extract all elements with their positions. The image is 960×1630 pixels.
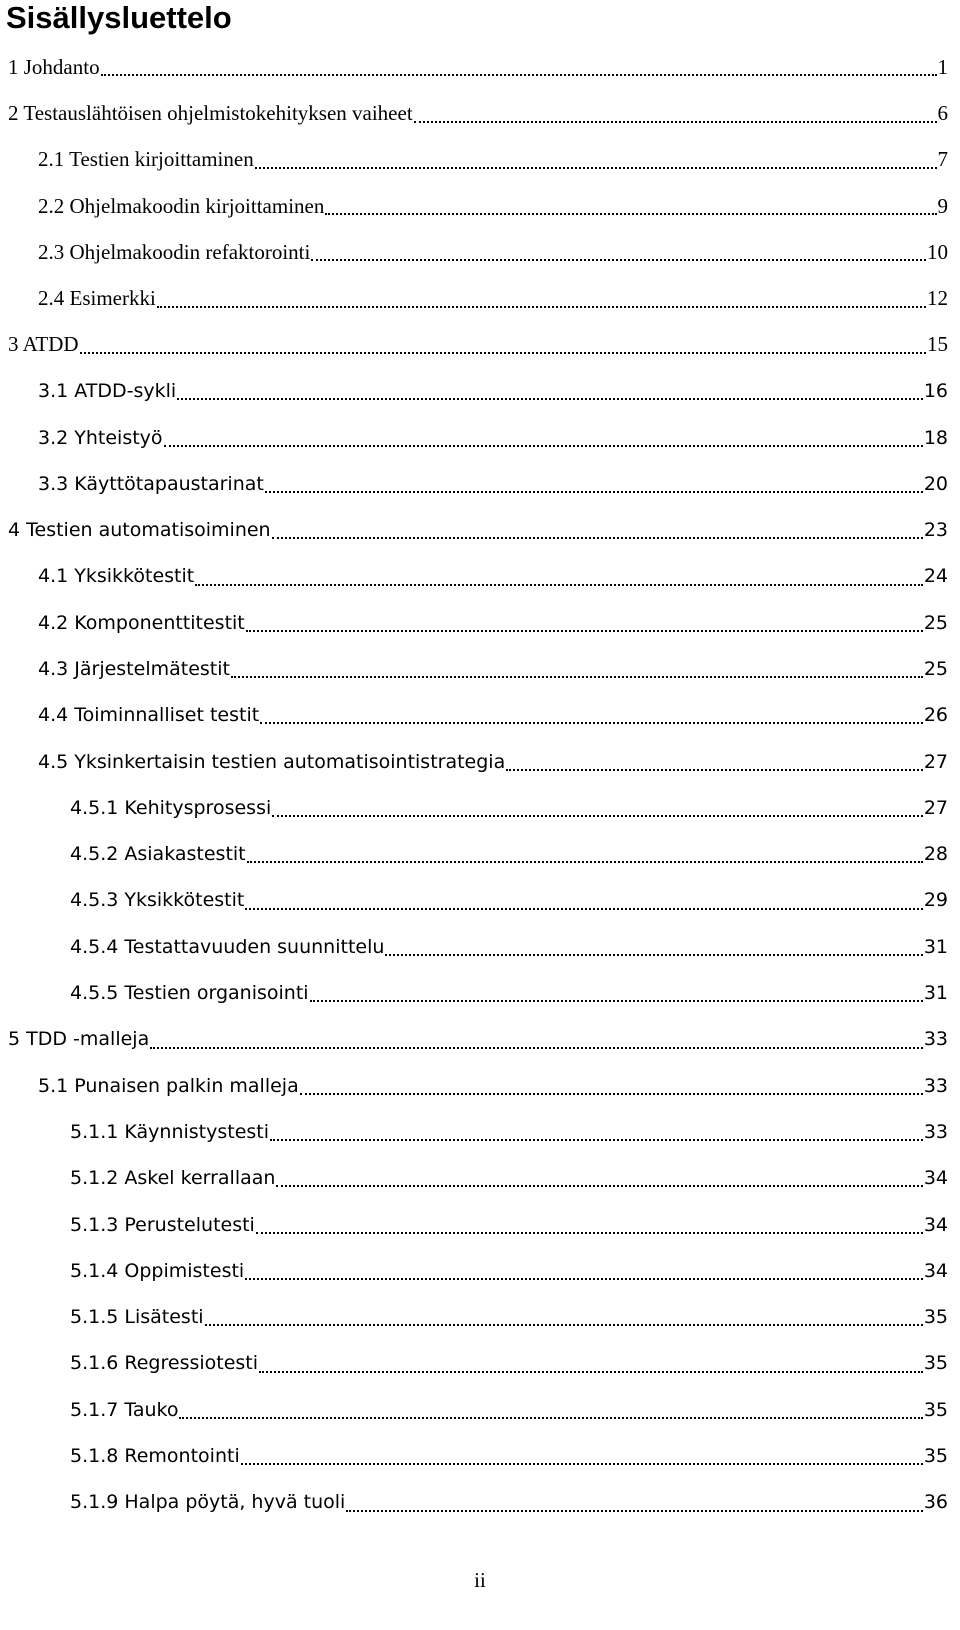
dot-leader [157,305,926,308]
toc-entry[interactable] [0,368,960,414]
toc-entry[interactable] [0,1155,960,1201]
dot-leader [205,1323,923,1326]
toc-entry-page: 10 [927,239,948,264]
toc-entry-page: 12 [927,286,948,311]
dot-leader [325,212,936,215]
dot-leader [245,907,922,910]
toc-entry[interactable] [0,1387,960,1433]
toc-entry-label: 4.5.3 Yksikkötestit [70,889,245,912]
toc-entry-page: 1 [937,54,948,79]
toc-entry[interactable] [0,738,960,784]
toc-entry-label: 4.5.5 Testien organisointi [70,982,309,1005]
toc-entry[interactable] [0,692,960,738]
dot-leader [241,1462,923,1465]
dot-leader [164,444,923,447]
dot-leader [247,860,923,863]
toc-entry-label: 2.4 Esimerkki [38,286,156,311]
dot-leader [260,721,923,724]
dot-leader [265,490,923,493]
toc-entry-label: 2.2 Ohjelmakoodin kirjoittaminen [38,193,325,218]
dot-leader [385,953,922,956]
toc-entry-page: 35 [923,1445,948,1468]
toc-entry[interactable] [0,1479,960,1525]
page-title: Sisällysluettelo [6,0,232,35]
toc-entry-label: 4.5.1 Kehitysprosessi [70,796,272,819]
dot-leader [272,814,923,817]
toc-entry[interactable] [0,275,960,321]
toc-entry-label: 4.5.4 Testattavuuden suunnittelu [70,935,385,958]
dot-leader [179,1416,922,1419]
toc-entry[interactable] [0,877,960,923]
toc-entry[interactable] [0,1433,960,1479]
toc-entry-page: 34 [923,1167,948,1190]
dot-leader [300,1092,923,1095]
toc-entry[interactable] [0,461,960,507]
toc-entry[interactable] [0,1340,960,1386]
page-number: ii [474,1568,486,1592]
dot-leader [195,583,923,586]
toc-entry[interactable] [0,1016,960,1062]
toc-entry[interactable] [0,137,960,183]
dot-leader [310,999,923,1002]
toc-entry-label: 5.1.6 Regressiotesti [70,1352,259,1375]
toc-entry-label: 5.1 Punaisen palkin malleja [38,1074,299,1097]
toc-entry-label: 5.1.4 Oppimistesti [70,1259,245,1282]
toc-entry-label: 4.3 Järjestelmätestit [38,658,230,680]
toc-entry-page: 28 [923,843,948,866]
toc-entry-label: 4 Testien automatisoiminen [8,519,271,542]
dot-leader [311,258,926,261]
dot-leader [270,1138,923,1141]
dot-leader [177,397,923,400]
toc-entry[interactable] [0,90,960,136]
toc-entry-page: 35 [923,1352,948,1375]
toc-entry-page: 7 [937,147,948,172]
toc-entry-page: 6 [937,100,948,125]
toc-entry[interactable] [0,229,960,275]
toc-entry-label: 5.1.9 Halpa pöytä, hyvä tuoli [70,1491,346,1514]
dot-leader [150,1046,923,1049]
dot-leader [101,73,937,76]
toc-entry[interactable] [0,44,960,90]
toc-entry-label: 5.1.3 Perustelutesti [70,1213,255,1236]
toc-entry-label: 4.5 Yksinkertaisin testien automatisointistrategia [38,750,506,773]
dot-leader [506,768,923,771]
toc-entry[interactable] [0,553,960,599]
toc-entry[interactable] [0,414,960,460]
toc-entry-page: 34 [923,1259,948,1282]
dot-leader [231,675,923,678]
dot-leader [346,1509,922,1512]
toc-entry[interactable] [0,924,960,970]
toc-entry-page: 23 [923,519,948,542]
toc-entry-page: 24 [923,565,948,588]
toc-entry-page: 29 [923,889,948,912]
toc-entry-label: 5.1.7 Tauko [70,1398,179,1421]
toc-entry-label: 5 TDD -malleja [8,1028,150,1051]
toc-entry-page: 33 [923,1028,948,1051]
dot-leader [246,629,923,632]
toc-entry-page: 18 [923,426,948,449]
toc-entry-label: 3 ATDD [8,332,79,357]
toc-entry-page: 31 [923,935,948,958]
dot-leader [414,120,937,123]
toc-entry-page: 27 [923,750,948,773]
toc-entry-label: 4.2 Komponenttitestit [38,611,245,634]
toc-entry-page: 15 [927,332,948,357]
toc-entry-label: 2.3 Ohjelmakoodin refaktorointi [38,239,311,264]
toc-entry-page: 20 [923,472,948,495]
toc-entry-page: 27 [923,796,948,819]
toc-entry-page: 31 [923,982,948,1005]
toc-entry-label: 5.1.2 Askel kerrallaan [70,1167,276,1190]
toc-entry-page: 35 [923,1398,948,1421]
toc-entry-label: 2 Testauslähtöisen ohjelmistokehityksen vaiheet [8,100,413,125]
toc-entry[interactable] [0,785,960,831]
toc-entry[interactable] [0,600,960,646]
toc-entry[interactable] [0,1201,960,1247]
toc-entry[interactable] [0,970,960,1016]
dot-leader [80,351,926,354]
toc-entry-page: 9 [937,193,948,218]
toc-entry[interactable] [0,646,960,692]
toc-entry-page: 25 [923,658,948,680]
toc-entry[interactable] [0,322,960,368]
toc-entry-label: 5.1.1 Käynnistystesti [70,1120,270,1143]
toc-entry-page: 36 [923,1491,948,1514]
dot-leader [276,1184,922,1187]
toc-entry[interactable] [0,831,960,877]
toc-entry[interactable] [0,1248,960,1294]
toc-entry-label: 3.2 Yhteistyö [38,426,163,449]
toc-entry-page: 33 [923,1120,948,1143]
toc-entry-label: 5.1.8 Remontointi [70,1445,240,1468]
toc-entry-label: 1 Johdanto [8,54,100,79]
toc-entry-page: 34 [923,1213,948,1236]
toc-entry-label: 3.3 Käyttötapaustarinat [38,472,264,495]
toc-entry-page: 25 [923,611,948,634]
toc-entry-label: 5.1.5 Lisätesti [70,1306,204,1329]
dot-leader [255,166,937,169]
dot-leader [259,1370,923,1373]
toc-entry-page: 16 [923,380,948,403]
dot-leader [272,536,923,539]
toc-entry-label: 4.5.2 Asiakastestit [70,843,246,866]
toc-entry[interactable] [0,183,960,229]
dot-leader [256,1231,923,1234]
toc-entry-label: 4.1 Yksikkötestit [38,565,195,588]
toc-entry[interactable] [0,1109,960,1155]
dot-leader [245,1277,923,1280]
toc-entry[interactable] [0,1294,960,1340]
toc-entry-page: 35 [923,1306,948,1329]
toc-entry[interactable] [0,507,960,553]
toc-entry-label: 4.4 Toiminnalliset testit [38,704,260,727]
toc-entry-page: 26 [923,704,948,727]
toc-entry-page: 33 [923,1074,948,1097]
toc-entry-label: 3.1 ATDD-sykli [38,380,177,403]
toc-entry[interactable] [0,1063,960,1109]
table-of-contents [0,44,960,1526]
toc-entry-label: 2.1 Testien kirjoittaminen [38,147,254,172]
